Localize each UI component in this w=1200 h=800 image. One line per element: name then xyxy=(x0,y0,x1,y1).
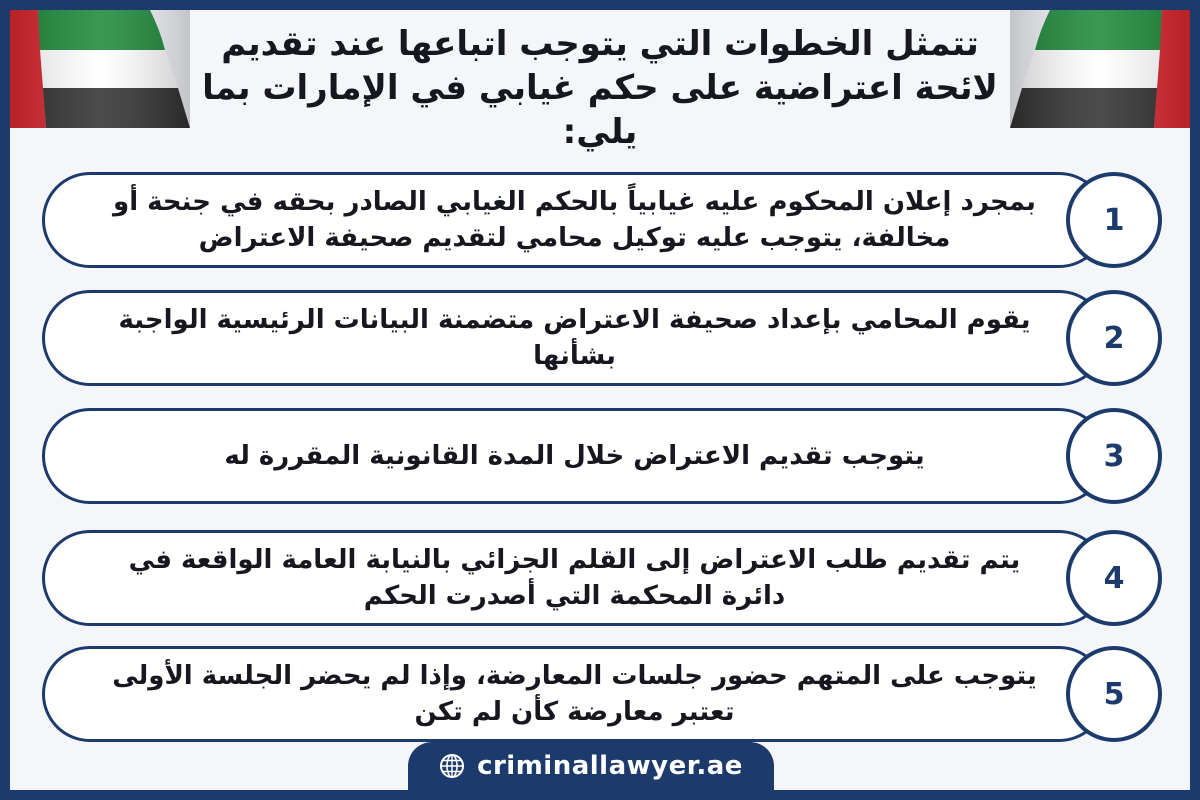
step-text-box xyxy=(42,172,1107,268)
step-text-box xyxy=(42,408,1107,504)
step-number-badge: 5 xyxy=(1066,646,1162,742)
step-item xyxy=(42,530,1162,626)
uae-flag-icon xyxy=(1010,10,1190,128)
step-text: يقوم المحامي بإعداد صحيفة الاعتراض متضمنة البيانات الرئيسية الواجبة بشأنها xyxy=(118,305,1031,371)
step-text: يتم تقديم طلب الاعتراض إلى القلم الجزائي بالنيابة العامة الواقعة في دائرة المحكمة التي أصدرت الحكم xyxy=(128,545,1021,611)
step-item xyxy=(42,646,1162,742)
website-footer[interactable] xyxy=(408,742,774,790)
website-link[interactable]: criminallawyer.ae xyxy=(477,751,743,781)
infographic-frame xyxy=(10,10,1190,790)
step-text-box xyxy=(42,290,1107,386)
globe-icon xyxy=(439,753,465,779)
step-item xyxy=(42,172,1162,268)
step-text-box xyxy=(42,646,1107,742)
step-item xyxy=(42,290,1162,386)
step-number-badge: 1 xyxy=(1066,172,1162,268)
step-text-box xyxy=(42,530,1107,626)
uae-flag-icon xyxy=(10,10,190,128)
step-text: يتوجب على المتهم حضور جلسات المعارضة، وإذا لم يحضر الجلسة الأولى تعتبر معارضة كأن لم تكن xyxy=(112,661,1037,727)
step-item xyxy=(42,408,1162,504)
step-text: بمجرد إعلان المحكوم عليه غيابياً بالحكم الغيابي الصادر بحقه في جنحة أو مخالفة، يتوجب عليه توكيل محامي لتقديم صحيفة الاعتراض xyxy=(113,187,1036,253)
step-number-badge: 4 xyxy=(1066,530,1162,626)
step-number-badge: 3 xyxy=(1066,408,1162,504)
page-title: تتمثل الخطوات التي يتوجب اتباعها عند تقديم لائحة اعتراضية على حكم غيابي في الإمارات بما يلي: xyxy=(202,24,998,152)
step-number-badge: 2 xyxy=(1066,290,1162,386)
step-text: يتوجب تقديم الاعتراض خلال المدة القانونية المقررة له xyxy=(224,441,925,471)
